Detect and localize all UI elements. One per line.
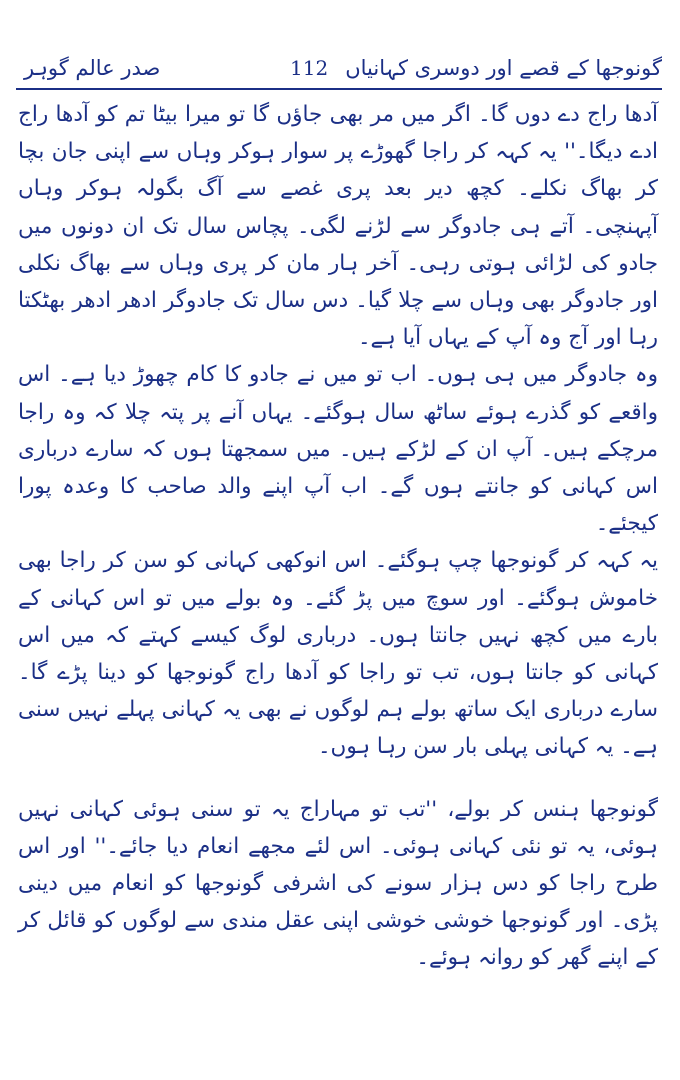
page-header bbox=[24, 50, 662, 90]
paragraph: وہ جادوگر میں ہی ہوں۔ اب تو میں نے جادو کا کام چھوڑ دیا ہے۔ اس واقعے کو گذرے ہوئے ساٹھ سال ہوگئے۔ یہاں آنے پر پتہ چلا کہ وہ راجا مرچکے ہیں۔ آپ ان کے لڑکے ہیں۔ میں سمجھتا ہوں کہ سارے درباری اس کہانی کو جانتے ہوں گے۔ اب آپ اپنے والد صاحب کا وعدہ پورا کیجئے۔ bbox=[18, 362, 658, 537]
page-body bbox=[18, 96, 658, 977]
paragraph: گونوجھا ہنس کر بولے، ''تب تو مہاراج یہ تو سنی ہوئی کہانی نہیں ہوئی، یہ تو نئی کہانی ہوئی۔ اس لئے مجھے انعام دیا جائے۔'' اور اس طرح راجا کو دس ہزار سونے کی اشرفی گونوجھا کو انعام میں دینی پڑی۔ اور گونوجھا خوشی خوشی اپنی عقل مندی سے لوگوں کو قائل کر کے اپنے گھر کو روانہ ہوئے۔ bbox=[18, 796, 658, 971]
paragraph: آدھا راج دے دوں گا۔ اگر میں مر بھی جاؤں گا تو میرا بیٹا تم کو آدھا راج ادے دیگا۔'' یہ کہہ کر راجا گھوڑے پر سوار ہوکر وہاں سے اپنی جان بچا کر بھاگ نکلے۔ کچھ دیر بعد پری غصے سے آگ بگولہ ہوکر وہاں آپہنچی۔ آتے ہی جادوگر سے لڑنے لگی۔ پچاس سال تک ان دونوں میں جادو کی لڑائی ہوتی رہی۔ آخر ہار مان کر پری وہاں سے بھاگ نکلی اور جادوگر بھی وہاں سے چلا گیا۔ دس سال تک جادوگر ادھر ادھر بھٹکتا رہا اور آج وہ آپ کے یہاں آیا ہے۔ bbox=[18, 102, 658, 351]
header-divider bbox=[16, 88, 662, 90]
author-name: صدر عالم گوہر bbox=[24, 56, 161, 80]
paragraph: یہ کہہ کر گونوجھا چپ ہوگئے۔ اس انوکھی کہانی کو سن کر راجا بھی خاموش ہوگئے۔ اور سوچ میں پڑ گئے۔ وہ بولے میں تو اس کہانی کے بارے میں کچھ نہیں جانتا ہوں۔ درباری لوگ کیسے کہتے کہ میں اس کہانی کو جانتا ہوں، تب تو راجا کو آدھا راج گونوجھا کو دینا پڑے گا۔ سارے درباری ایک ساتھ بولے ہم لوگوں نے بھی یہ کہانی پہلے نہیں سنی ہے۔ یہ کہانی پہلی بار سن رہا ہوں۔ bbox=[18, 548, 658, 760]
book-title: گونوجھا کے قصے اور دوسری کہانیاں bbox=[345, 56, 662, 80]
page-number: 112 bbox=[290, 56, 329, 80]
